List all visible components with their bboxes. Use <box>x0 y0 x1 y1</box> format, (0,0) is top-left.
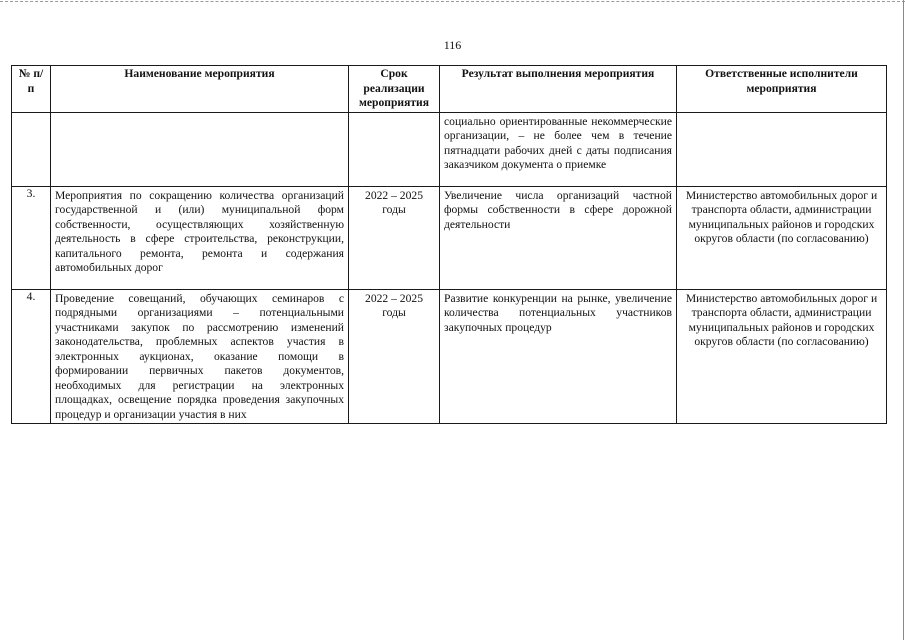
cell-term: 2022 – 2025 годы <box>349 186 440 289</box>
cell-term: 2022 – 2025 годы <box>349 289 440 424</box>
table-header-row <box>12 66 887 113</box>
table-row <box>12 186 887 289</box>
cell-responsible <box>677 112 887 186</box>
cell-responsible: Министерство автомобильных дорог и транспорта области, администрации муниципальных районов и городских округов области (по согласованию) <box>677 186 887 289</box>
cell-name: Проведение совещаний, обучающих семинаров с подрядными организациями – потенциальными участниками закупок по рассмотрению изменений законодательства, проблемных аспектов участия в электронных аукционах, оказание помощи в формировании первичных пакетов документов, необходимых для регистрации на электронных площадках, освещение порядка проведения закупочных процедур и организации участия в них <box>51 289 349 424</box>
cell-result: Увеличение числа организаций частной формы собственности в сфере дорожной деятельности <box>440 186 677 289</box>
page-number: 116 <box>443 38 462 52</box>
right-border <box>903 0 904 640</box>
measures-table <box>11 65 887 424</box>
top-border <box>0 1 905 2</box>
cell-name <box>51 112 349 186</box>
cell-num: 3. <box>12 186 51 289</box>
cell-num <box>12 112 51 186</box>
header-result: Результат выполнения мероприятия <box>440 66 677 113</box>
header-num: № п/п <box>12 66 51 113</box>
cell-responsible: Министерство автомобильных дорог и транспорта области, администрации муниципальных районов и городских округов области (по согласованию) <box>677 289 887 424</box>
cell-num: 4. <box>12 289 51 424</box>
header-responsible: Ответственные исполнители мероприятия <box>677 66 887 113</box>
cell-result: Развитие конкуренции на рынке, увеличение количества потенциальных участников закупочных процедур <box>440 289 677 424</box>
cell-result: социально ориентированные некоммерческие организации, – не более чем в течение пятнадцати рабочих дней с даты подписания заказчиком документа о приемке <box>440 112 677 186</box>
header-term: Срок реализации мероприятия <box>349 66 440 113</box>
header-name: Наименование мероприятия <box>51 66 349 113</box>
cell-name: Мероприятия по сокращению количества организаций государственной и (или) муниципальной форм собственности, осуществляющих хозяйственную деятельность в сфере строительства, реконструкции, капитального ремонта, ремонта и содержания автомобильных дорог <box>51 186 349 289</box>
table-row <box>12 289 887 424</box>
table-row <box>12 112 887 186</box>
cell-term <box>349 112 440 186</box>
